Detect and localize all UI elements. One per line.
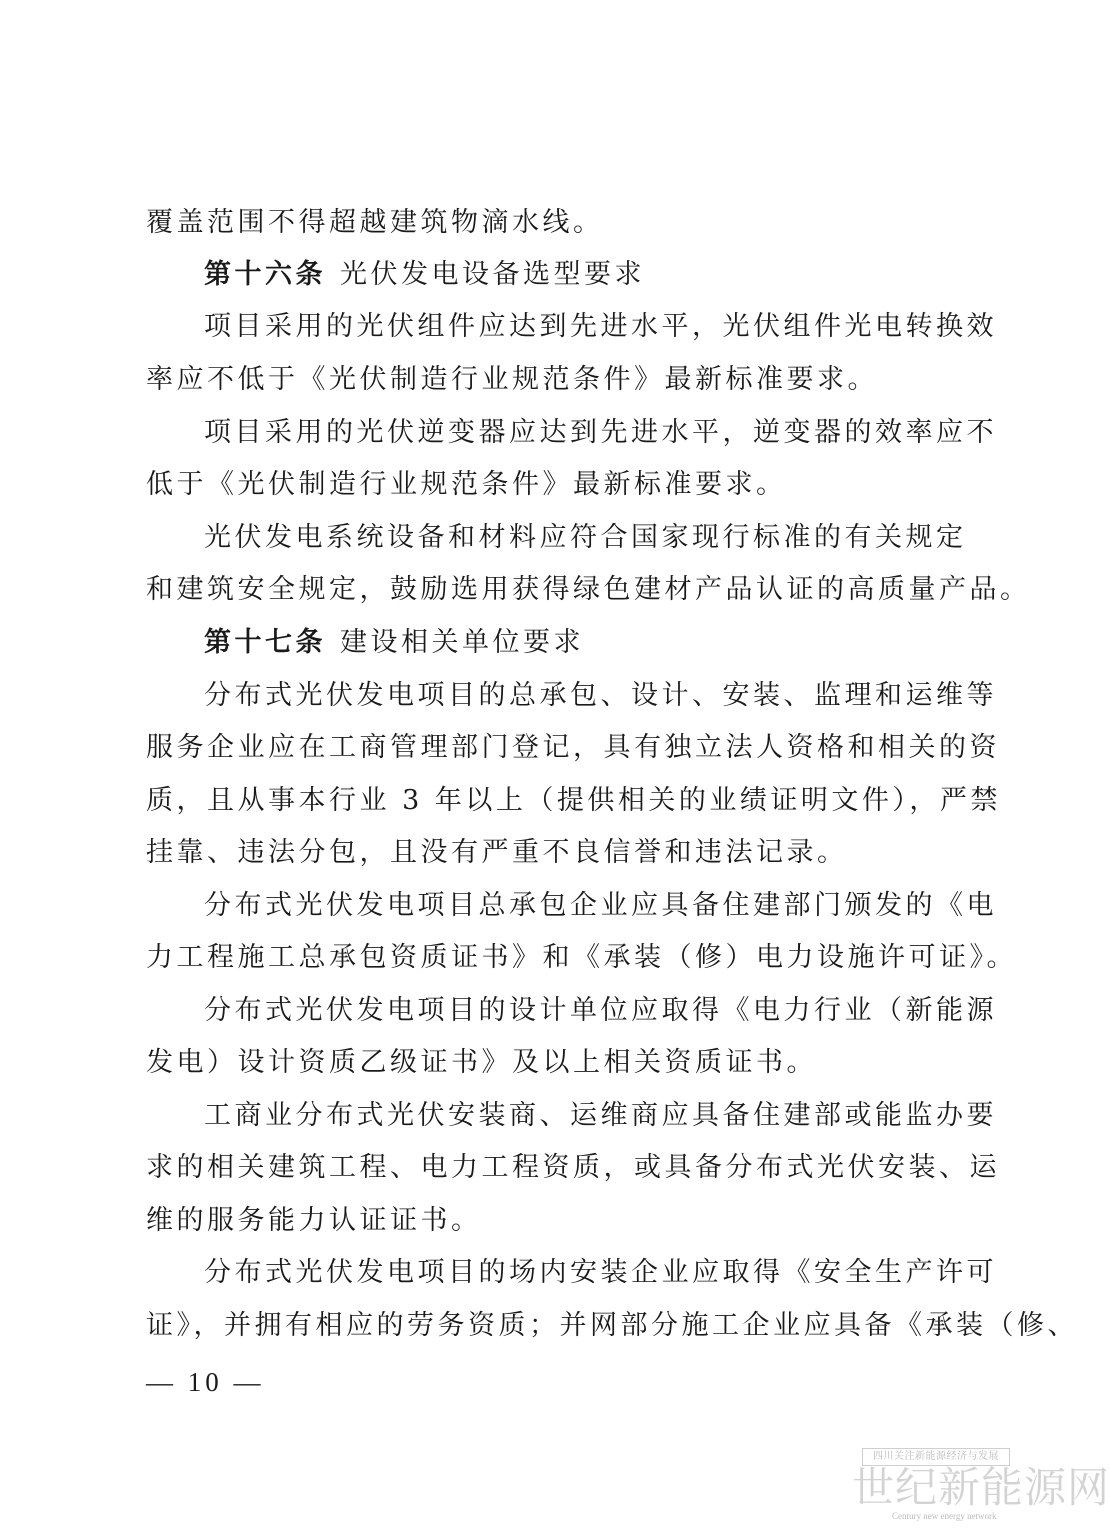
text-line: 工商业分布式光伏安装商、运维商应具备住建部或能监办要 [204, 1100, 997, 1131]
watermark-name: 世纪新能源网 [852, 1463, 1110, 1512]
text-line: 分布式光伏发电项目的总承包、设计、安装、监理和运维等 [204, 680, 997, 711]
article-number: 第十七条 [204, 627, 326, 658]
text-line: 率应不低于《光伏制造行业规范条件》最新标准要求。 [146, 364, 878, 395]
text-line: 分布式光伏发电项目的设计单位应取得《电力行业（新能源 [204, 995, 997, 1026]
text-line: 项目采用的光伏逆变器应达到先进水平，逆变器的效率应不 [204, 417, 997, 448]
watermark-tagline: 四川关注新能源经济与发展 [862, 1448, 1010, 1466]
page-number: — 10 — [146, 1367, 265, 1397]
text-line: 覆盖范围不得超越建筑物滴水线。 [146, 207, 604, 238]
text-line: 求的相关建筑工程、电力工程资质，或具备分布式光伏安装、运 [146, 1152, 1000, 1183]
article-number: 第十六条 [204, 259, 326, 290]
text-line: 项目采用的光伏组件应达到先进水平，光伏组件光电转换效 [204, 311, 997, 342]
text-line: 分布式光伏发电项目的场内安装企业应取得《安全生产许可 [204, 1257, 997, 1288]
watermark-english: Century new energy network [892, 1511, 997, 1521]
article-heading [204, 623, 946, 663]
text-line: 低于《光伏制造行业规范条件》最新标准要求。 [146, 469, 787, 500]
watermark-logo [852, 1448, 1110, 1524]
text-line: 分布式光伏发电项目总承包企业应具备住建部门颁发的《电 [204, 890, 997, 921]
text-line: 力工程施工总承包资质证书》和《承装（修）电力设施许可证》。 [146, 942, 1017, 973]
article-heading [204, 255, 946, 295]
text-line: 光伏发电系统设备和材料应符合国家现行标准的有关规定 [204, 522, 967, 553]
text-line: 质，且从事本行业 3 年以上（提供相关的业绩证明文件），严禁 [146, 785, 1001, 816]
text-line: 和建筑安全规定，鼓励选用获得绿色建材产品认证的高质量产品。 [146, 574, 1031, 605]
text-line: 服务企业应在工商管理部门登记，具有独立法人资格和相关的资 [146, 732, 1000, 763]
article-title: 光伏发电设备选型要求 [340, 259, 645, 290]
text-line: 维的服务能力认证证书。 [146, 1205, 482, 1236]
text-line: 挂靠、违法分包，且没有严重不良信誉和违法记录。 [146, 837, 848, 868]
text-line: 证》，并拥有相应的劳务资质；并网部分施工企业应具备《承装（修、 [146, 1310, 1078, 1341]
text-line: 发电）设计资质乙级证书》及以上相关资质证书。 [146, 1047, 817, 1078]
article-title: 建设相关单位要求 [340, 627, 584, 658]
